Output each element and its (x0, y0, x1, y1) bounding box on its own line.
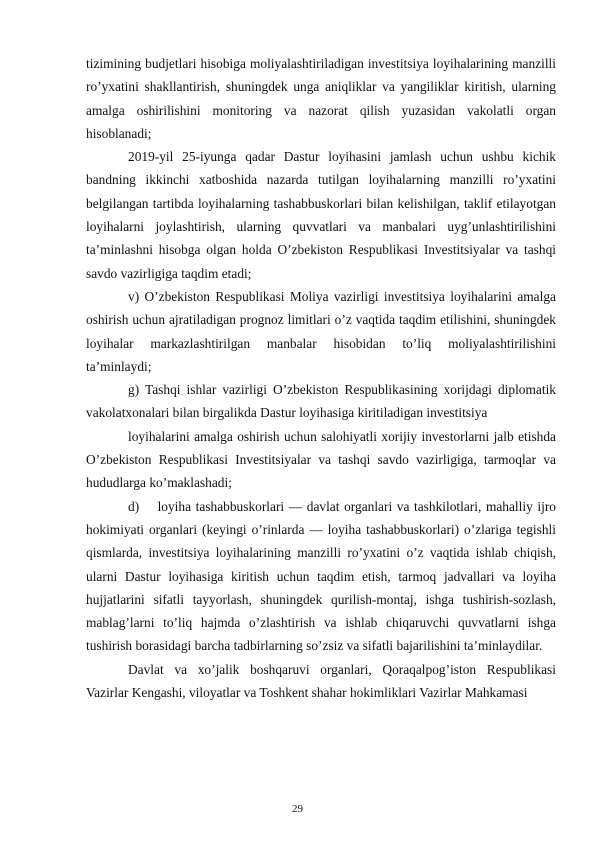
document-body (86, 52, 560, 704)
paragraph-1: tizimining budjetlari hisobiga moliyalashtiriladigan investitsiya loyihalarining manzilli ro’yxatini shakllantirish, shuningdek unga aniqliklar va yangiliklar kiritish, ularning amalga oshirilishini monitoring va nazorat qilish yuzasidan vakolatli organ hisoblanadi; (86, 56, 556, 141)
paragraph-7: Davlat va xo’jalik boshqaruvi organlari, Qoraqalpog’iston Respublikasi Vazirlar Kengashi, viloyatlar va Toshkent shahar hokimliklari Vazirlar Mahkamasi (86, 661, 556, 701)
page-number: 29 (292, 803, 303, 815)
paragraph-5: loyihalarini amalga oshirish uchun salohiyatli xorijiy investorlarni jalb etishda O’zbekiston Respublikasi Investitsiyalar va tashqi savdo vazirligiga, tarmoqlar va hududlarga ko’maklashadi; (86, 428, 556, 491)
paragraph-2: 2019-yil 25-iyunga qadar Dastur loyihasini jamlash uchun ushbu kichik bandning ikkinchi xatboshida nazarda tutilgan loyihalarning manzilli ro’yxatini belgilangan tartibda loyihalarning tashabbuskorlari bilan kelishilgan, taklif etilayotgan loyihalarni joylashtirish, ularning quvvatlari va manbalari uyg’unlashtirilishini ta’minlashni hisobga olgan holda O’zbekiston Respublikasi Investitsiyalar va tashqi savdo vazirligiga taqdim etadi; (86, 149, 556, 281)
paragraph-6: d) loyiha tashabbuskorlari — davlat organlari va tashkilotlari, mahalliy ijro hokimiyati organlari (keyingi o’rinlarda — loyiha tashabbuskorlari) o’zlariga tegishli qismlarda, investitsiya loyihalarining manzilli ro’yxatini o’z vaqtida ishlab chiqish, ularni Dastur loyihasiga kiritish uchun taqdim etish, tarmoq jadvallari va loyiha hujjatlarini sifatli tayyorlash, shuningdek qurilish-montaj, ishga tushirish-sozlash, mablag’larni to’liq hajmda o’zlashtirish va ishlab chiqaruvchi quvvatlarni ishga tushirish borasidagi barcha tadbirlarning so’zsiz va sifatli bajarilishini ta’minlaydilar. (86, 498, 560, 654)
paragraph-4: g) Tashqi ishlar vazirligi O’zbekiston Respublikasining xorijdagi diplomatik vakolatxonalari bilan birgalikda Dastur loyihasiga kiritiladigan investitsiya (86, 382, 556, 421)
paragraph-3: v) O’zbekiston Respublikasi Moliya vazirligi investitsiya loyihalarini amalga oshirish uchun ajratiladigan prognoz limitlari o’z vaqtida taqdim etilishini, shuningdek loyihalar markazlashtirilgan manbalar hisobidan to’liq moliyalashtirilishini ta’minlaydi; (86, 288, 556, 374)
